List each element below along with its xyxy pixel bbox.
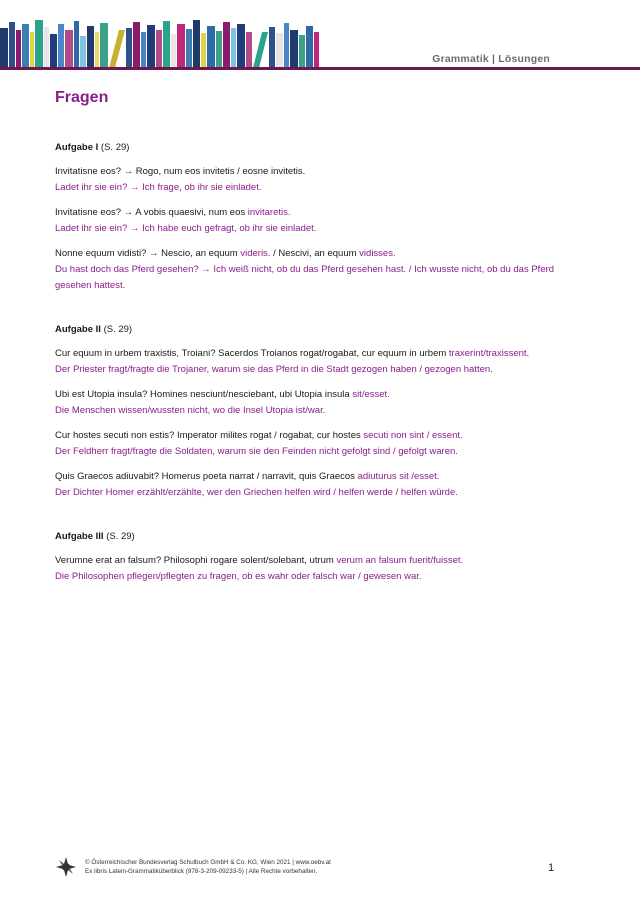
german-translation: Ladet ihr sie ein? → Ich frage, ob ihr sie einladet.: [55, 182, 262, 193]
german-translation: Der Feldherr fragt/fragte die Soldaten, warum sie den Feinden nicht gefolgt sind / gefolgt waren.: [55, 446, 458, 457]
exercise-item: [55, 346, 575, 378]
exercise-item: [55, 428, 575, 460]
exercise-item: [55, 246, 575, 294]
task-heading: Aufgabe III (S. 29): [55, 531, 135, 542]
publisher-logo-icon: [55, 856, 77, 878]
exercise-item: [55, 205, 575, 237]
latin-sentence: Cur hostes secuti non estis? Imperator milites rogat / rogabat, cur hostes secuti non sint / essent.: [55, 430, 463, 441]
task-3: [55, 529, 575, 585]
german-translation: Der Dichter Homer erzählt/erzählte, wer den Griechen helfen wird / helfen werde / helfen würde.: [55, 487, 458, 498]
answer-highlight: vidisses.: [359, 248, 396, 259]
answer-highlight: invitaretis.: [247, 207, 291, 218]
page-number: 1: [548, 862, 555, 874]
german-translation: Du hast doch das Pferd gesehen? → Ich weiß nicht, ob du das Pferd gesehen hast. / Ich wusste nicht, ob du das Pferd gesehen hattest.: [55, 264, 555, 291]
exercise-item: [55, 387, 575, 419]
page-title: Fragen: [55, 89, 109, 106]
task-2: [55, 322, 575, 501]
answer-highlight: videris.: [240, 248, 271, 259]
answer-highlight: verum an falsum fuerit/fuisset.: [336, 555, 464, 566]
answer-highlight: traxerint/traxissent: [448, 348, 527, 359]
exercise-item: [55, 469, 575, 501]
task-heading: Aufgabe I (S. 29): [55, 142, 130, 153]
latin-sentence: Cur equum in urbem traxistis, Troiani? Sacerdos Troianos rogat/rogabat, cur equum in urbem traxerint/traxissent.: [55, 348, 530, 359]
task-heading: Aufgabe II (S. 29): [55, 324, 133, 335]
exercise-item: [55, 553, 575, 585]
latin-sentence: Quis Graecos adiuvabit? Homerus poeta narrat / narravit, quis Graecos adiuturus sit /esset.: [55, 471, 440, 482]
latin-sentence: Nonne equum vidisti? → Nescio, an equum videris. / Nescivi, an equum vidisses.: [55, 248, 396, 259]
german-translation: Ladet ihr sie ein? → Ich habe euch gefragt, ob ihr sie einladet.: [55, 223, 317, 234]
latin-sentence: Invitatisne eos? → Rogo, num eos invitetis / eosne invitetis.: [55, 166, 306, 177]
latin-sentence: Ubi est Utopia insula? Homines nesciunt/nesciebant, ubi Utopia insula sit/esset.: [55, 389, 390, 400]
latin-sentence: Verumne erat an falsum? Philosophi rogare solent/solebant, utrum verum an falsum fuerit/fuisset.: [55, 555, 464, 566]
header-section-label: Grammatik | Lösungen: [432, 53, 550, 65]
header-rule: [0, 67, 640, 70]
german-translation: Die Menschen wissen/wussten nicht, wo die Insel Utopia ist/war.: [55, 405, 326, 416]
answer-highlight: adiuturus sit /esset.: [357, 471, 440, 482]
page-footer: [55, 856, 595, 886]
answer-highlight: sit/esset.: [352, 389, 390, 400]
bookshelf-illustration: [0, 18, 325, 68]
german-translation: Die Philosophen pflegen/pflegten zu fragen, ob es wahr oder falsch war / gewesen war.: [55, 571, 422, 582]
page-header: [0, 0, 640, 72]
solutions-content: [55, 140, 575, 613]
copyright-text: © Österreichischer Bundesverlag Schulbuch GmbH & Co. KG, Wien 2021 | www.oebv.at Ex libris Latein-Grammatiküberblick (978-3-209-09233-5) | Alle Rechte vorbehalten.: [85, 859, 331, 875]
latin-sentence: Invitatisne eos? → A vobis quaesivi, num eos invitaretis.: [55, 207, 291, 218]
task-1: [55, 140, 575, 294]
answer-highlight: secuti non sint / essent.: [363, 430, 463, 441]
exercise-item: [55, 164, 575, 196]
german-translation: Der Priester fragt/fragte die Trojaner, warum sie das Pferd in die Stadt gezogen haben / gezogen hatten.: [55, 364, 493, 375]
